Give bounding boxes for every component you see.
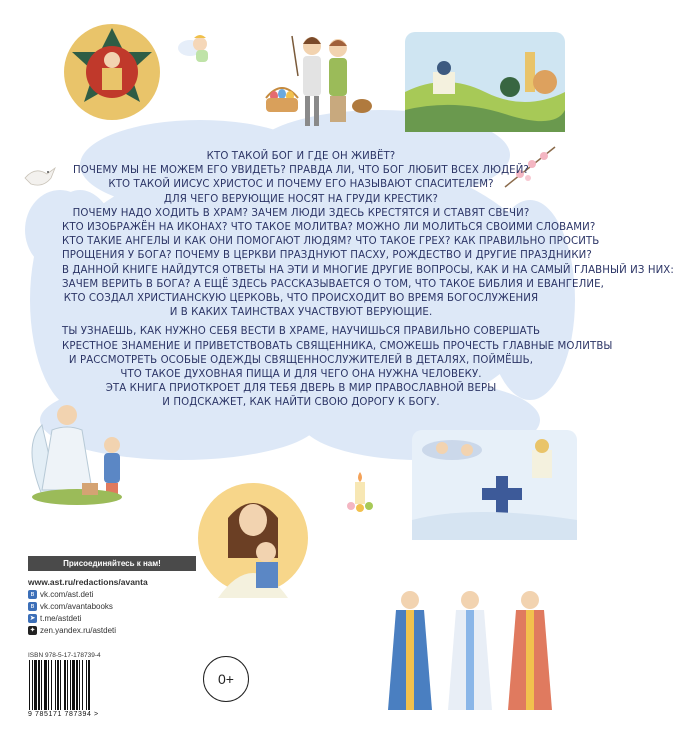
church-landscape-illustration [405,32,565,132]
social-link-text: t.me/astdeti [40,614,82,623]
description-line: КРЕСТНОЕ ЗНАМЕНИЕ И ПРИВЕТСТВОВАТЬ СВЯЩЕННИКА, СМОЖЕШЬ ПРОЧЕСТЬ ГЛАВНЫЕ МОЛИТВЫ [62,340,613,352]
website-link[interactable]: www.ast.ru/redactions/avanta [28,577,148,587]
description-line: И ПОДСКАЖЕТ, КАК НАЙТИ СВОЮ ДОРОГУ К БОГУ. [162,397,440,409]
easter-basket-illustration [262,80,302,116]
age-rating-badge: 0+ [203,656,249,702]
telegram-icon: ➤ [29,615,36,622]
description-line: КТО ТАКОЙ БОГ И ГДЕ ОН ЖИВЁТ? [206,151,396,162]
social-title: Присоединяйтесь к нам! [28,556,196,571]
isbn-text: ISBN 978-5-17-178739-4 [28,652,101,659]
social-link-text: vk.com/ast.deti [40,590,94,599]
social-link[interactable] [28,590,196,599]
description-line: ЗАЧЕМ ВЕРИТЬ В БОГА? А ЕЩЁ ЗДЕСЬ РАССКАЗЫВАЕТСЯ О ТОМ, ЧТО ТАКОЕ БИБЛИЯ И ЕВАНГЕЛИЕ, [62,278,604,290]
description-line: ЭТА КНИГА ПРИОТКРОЕТ ДЛЯ ТЕБЯ ДВЕРЬ В МИР ПРАВОСЛАВНОЙ ВЕРЫ [105,383,497,395]
barcode-number: 9 785171 787394 > [28,711,99,718]
dove-icon [20,160,60,190]
vk-icon: в [28,602,37,611]
description-line: И В КАКИХ ТАИНСТВАХ УЧАСТВУЮТ ВЕРУЮЩИЕ. [169,307,433,319]
description-line: КТО ИЗОБРАЖЁН НА ИКОНАХ? ЧТО ТАКОЕ МОЛИТВА? МОЖНО ЛИ МОЛИТЬСЯ СВОИМИ СЛОВАМИ? [62,222,596,234]
social-links-block [28,556,196,635]
description-line: И РАССМОТРЕТЬ ОСОБЫЕ ОДЕЖДЫ СВЯЩЕННОСЛУЖИТЕЛЕЙ В ДЕТАЛЯХ, ПОЙМЁШЬ, [68,354,534,366]
description-line: ДЛЯ ЧЕГО ВЕРУЮЩИЕ НОСЯТ НА ГРУДИ КРЕСТИК? [163,193,439,205]
social-link[interactable] [28,614,196,623]
ice-font-cross-illustration [412,430,577,540]
social-link-text: zen.yandex.ru/astdeti [40,626,117,635]
description-line: В ДАННОЙ КНИГЕ НАЙДУТСЯ ОТВЕТЫ НА ЭТИ И МНОГИЕ ДРУГИЕ ВОПРОСЫ, КАК И НА САМЫЙ ГЛАВНЫЙ ИЗ НИХ: [62,264,674,276]
jesus-with-child-illustration [198,478,308,598]
social-link[interactable] [28,602,196,611]
angel-illustration [176,30,220,70]
description-line: КТО ТАКИЕ АНГЕЛЫ И КАК ОНИ ПОМОГАЮТ ЛЮДЯМ? ЧТО ТАКОЕ ГРЕХ? КАК ПРАВИЛЬНО ПРОСИТЬ [62,236,600,248]
description-line: ПОЧЕМУ НАДО ХОДИТЬ В ХРАМ? ЗАЧЕМ ЛЮДИ ЗДЕСЬ КРЕСТЯТСЯ И СТАВЯТ СВЕЧИ? [72,207,530,219]
description-line: ЧТО ТАКОЕ ДУХОВНАЯ ПИЩА И ДЛЯ ЧЕГО ОНА НУЖНА ЧЕЛОВЕКУ. [120,369,482,381]
social-link-text: vk.com/avantabooks [40,602,113,611]
description-line: ТЫ УЗНАЕШЬ, КАК НУЖНО СЕБЯ ВЕСТИ В ХРАМЕ, НАУЧИШЬСЯ ПРАВИЛЬНО СОВЕРШАТЬ [62,326,541,338]
barcode [28,660,118,710]
description-line: КТО ТАКОЙ ИИСУС ХРИСТОС И ПОЧЕМУ ЕГО НАЗЫВАЮТ СПАСИТЕЛЕМ? [108,179,494,191]
description-line: ПРОЩЕНИЯ У БОГА? ПОЧЕМУ В ЦЕРКВИ ПРАЗДНУЮТ ПАСХУ, РОЖДЕСТВО И ДРУГИЕ ПРАЗДНИКИ? [62,250,592,262]
description-line: ПОЧЕМУ МЫ НЕ МОЖЕМ ЕГО УВИДЕТЬ? ПРАВДА ЛИ, ЧТО БОГ ЛЮБИТ ВСЕХ ЛЮДЕЙ? [73,165,529,177]
description-line: КТО СОЗДАЛ ХРИСТИАНСКУЮ ЦЕРКОВЬ, ЧТО ПРОИСХОДИТ ВО ВРЕМЯ БОГОСЛУЖЕНИЯ [63,293,539,305]
candle-icon [345,468,375,514]
zen-icon: ✦ [29,627,36,634]
priests-illustration [370,580,570,730]
social-link[interactable] [28,626,196,635]
vk-icon: в [28,590,37,599]
icon-medallion-illustration [62,22,162,122]
back-cover-description [62,150,674,411]
